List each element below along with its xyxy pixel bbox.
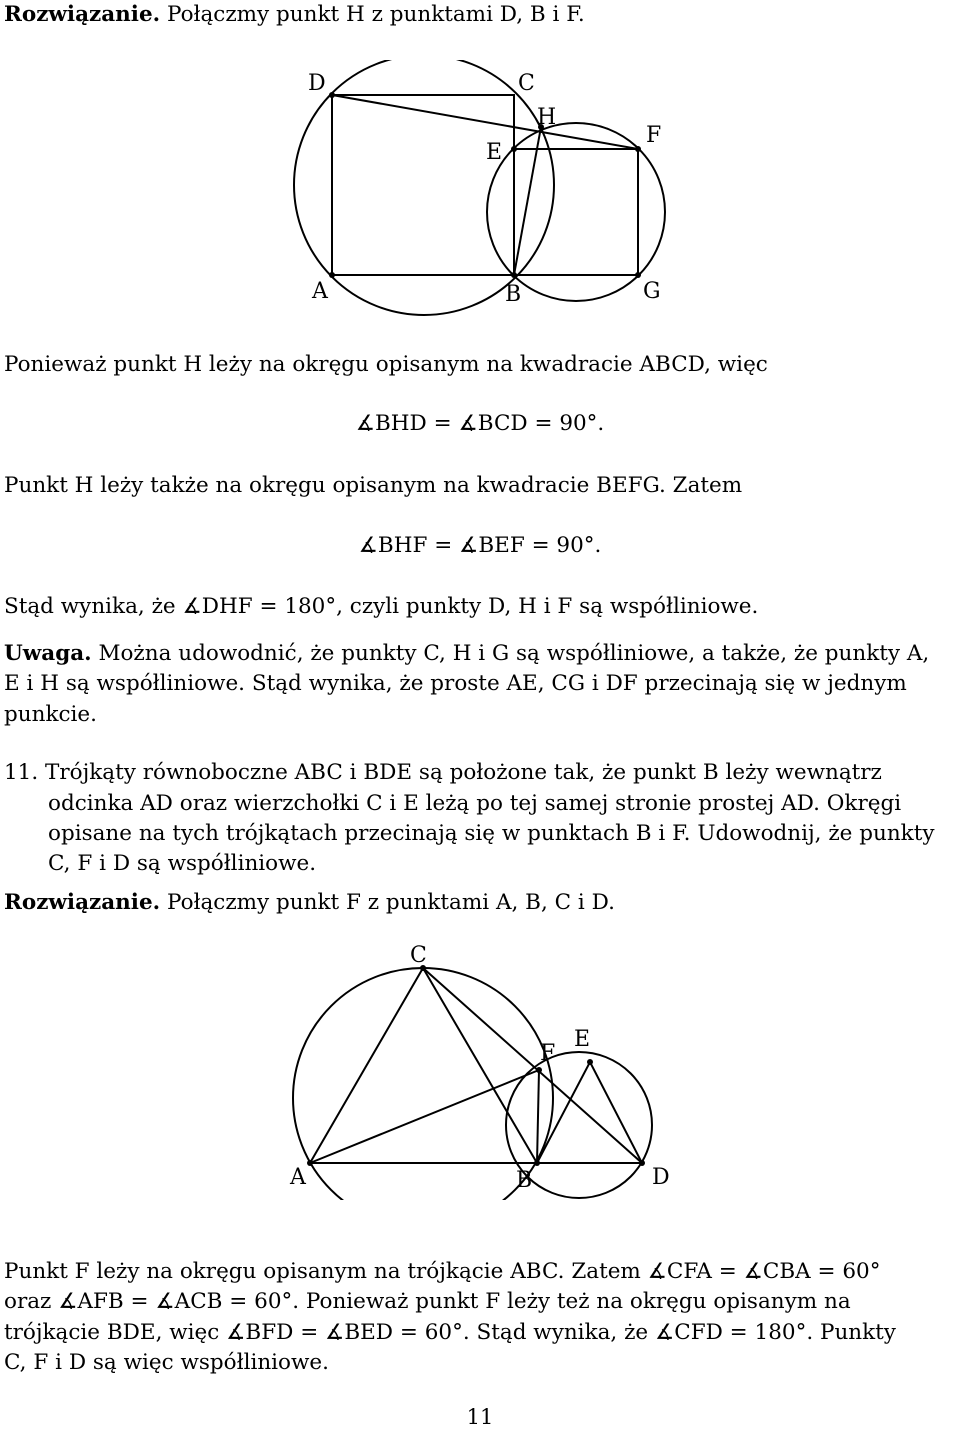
label-g: G bbox=[643, 279, 661, 304]
task-11-line-3: opisane na tych trójkątach przecinają się w punktach B i F. Udowodnij, że punkty bbox=[48, 821, 935, 846]
page-number: 11 bbox=[466, 1405, 494, 1429]
note-line-2: E i H są współliniowe. Stąd wynika, że proste AE, CG i DF przecinają się w jednym bbox=[4, 671, 907, 696]
segment-dhf bbox=[332, 95, 638, 149]
point-f bbox=[536, 1067, 542, 1073]
point-g bbox=[635, 272, 641, 278]
label-b: B bbox=[505, 282, 522, 307]
label-b: B bbox=[516, 1168, 533, 1193]
label-d: D bbox=[652, 1165, 670, 1190]
task-11-line-4: C, F i D są współliniowe. bbox=[48, 851, 317, 876]
point-d bbox=[639, 1160, 645, 1166]
task-11-line-1 bbox=[4, 758, 882, 788]
label-e: E bbox=[574, 1027, 591, 1052]
note-line-1 bbox=[4, 639, 929, 669]
label-a: A bbox=[290, 1165, 306, 1190]
point-b bbox=[534, 1160, 540, 1166]
circle-abc bbox=[293, 968, 556, 1200]
paragraph-2: Punkt H leży także na okręgu opisanym na kwadracie BEFG. Zatem bbox=[4, 473, 743, 498]
label-f: F bbox=[540, 1041, 556, 1066]
solution-heading-2 bbox=[4, 888, 615, 918]
label-e: E bbox=[486, 140, 503, 165]
task-text-1: Trójkąty równoboczne ABC i BDE są położone tak, że punkt B leży wewnątrz bbox=[38, 760, 882, 785]
figure-squares bbox=[0, 60, 960, 370]
point-b bbox=[511, 272, 517, 278]
solution-label: Rozwiązanie. bbox=[4, 890, 161, 915]
point-d bbox=[329, 92, 335, 98]
final-line-4: C, F i D są więc współliniowe. bbox=[4, 1350, 329, 1375]
solution-heading-1 bbox=[4, 0, 585, 30]
equation-2: ∡BHF = ∡BEF = 90°. bbox=[358, 533, 602, 558]
label-c: C bbox=[410, 943, 427, 968]
triangle-abc bbox=[310, 968, 537, 1163]
paragraph-1: Ponieważ punkt H leży na okręgu opisanym na kwadracie ABCD, więc bbox=[4, 352, 768, 377]
point-a bbox=[307, 1160, 313, 1166]
task-number: 11. bbox=[4, 760, 39, 785]
solution-label: Rozwiązanie. bbox=[4, 2, 161, 27]
label-c: C bbox=[518, 71, 535, 96]
label-d: D bbox=[308, 71, 326, 96]
point-e bbox=[511, 146, 517, 152]
final-line-1: Punkt F leży na okręgu opisanym na trójkącie ABC. Zatem ∡CFA = ∡CBA = 60° bbox=[4, 1259, 881, 1284]
solution-text: Połączmy punkt F z punktami A, B, C i D. bbox=[160, 890, 615, 915]
label-h: H bbox=[537, 105, 557, 130]
note-label: Uwaga. bbox=[4, 641, 92, 666]
segment-af bbox=[310, 1070, 539, 1163]
equation-1: ∡BHD = ∡BCD = 90°. bbox=[355, 411, 605, 436]
point-a bbox=[329, 272, 335, 278]
segment-bf bbox=[537, 1070, 539, 1163]
final-line-3: trójkącie BDE, więc ∡BFD = ∡BED = 60°. Stąd wynika, że ∡CFD = 180°. Punkty bbox=[4, 1320, 896, 1345]
task-11-line-2: odcinka AD oraz wierzchołki C i E leżą po tej samej stronie prostej AD. Okręgi bbox=[48, 791, 902, 816]
segment-cfd bbox=[423, 968, 642, 1163]
label-a: A bbox=[312, 279, 328, 304]
figure-triangles bbox=[0, 940, 960, 1200]
note-text-1: Można udowodnić, że punkty C, H i G są współliniowe, a także, że punkty A, bbox=[91, 641, 930, 666]
point-f bbox=[635, 146, 641, 152]
final-line-2: oraz ∡AFB = ∡ACB = 60°. Ponieważ punkt F leży też na okręgu opisanym na bbox=[4, 1289, 851, 1314]
point-e bbox=[587, 1059, 593, 1065]
solution-text: Połączmy punkt H z punktami D, B i F. bbox=[160, 2, 585, 27]
label-f: F bbox=[646, 123, 662, 148]
paragraph-3: Stąd wynika, że ∡DHF = 180°, czyli punkty D, H i F są współliniowe. bbox=[4, 594, 759, 619]
note-line-3: punkcie. bbox=[4, 702, 97, 727]
